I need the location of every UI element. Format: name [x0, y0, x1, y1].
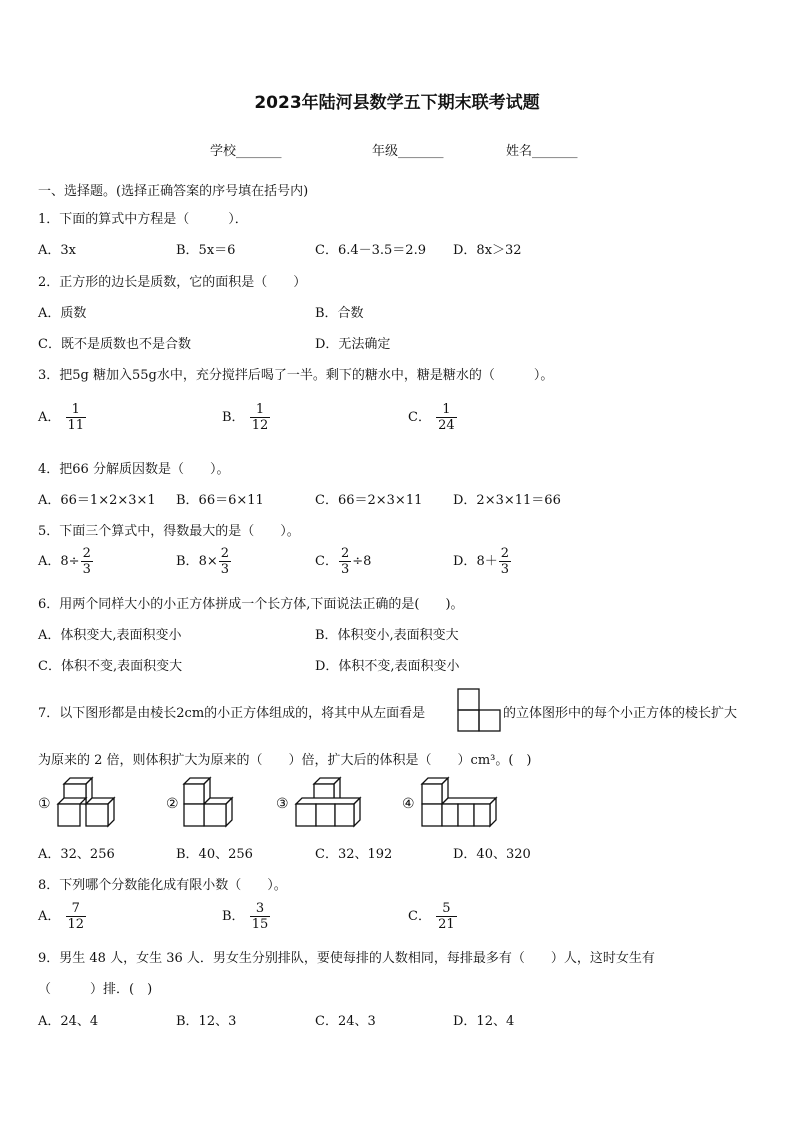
cube-figure-3: [294, 774, 364, 830]
figure-2-label: ②: [166, 796, 179, 812]
q3-option-a: [38, 402, 87, 433]
fraction: $\frac{2}{3}$: [82, 546, 91, 577]
question-9-line2: （ ）排．( ): [38, 982, 153, 997]
question-9: 9．男生 48 人，女生 36 人．男女生分别排队，要使每排的人数相同，每排最多有（ ）人，这时女生有: [38, 951, 655, 966]
q5-option-b: B．8× $\frac{2}{3}$: [176, 546, 230, 577]
q1-option-c: C．6.4－3.5＝2.9: [315, 243, 426, 258]
q7-option-a: A．32、256: [38, 847, 115, 862]
q2-option-c: C．既不是质数也不是合数: [38, 337, 191, 352]
q9-option-c: C．24、3: [315, 1014, 376, 1029]
q9-option-d: D．12、4: [453, 1014, 515, 1029]
question-3: 3．把5g 糖加入55g水中，充分搅拌后喝了一半。剩下的糖水中，糖是糖水的（ ）。: [38, 368, 554, 383]
question-1: 1．下面的算式中方程是（ ）．: [38, 212, 248, 227]
q5-option-c: C． $\frac{2}{3}$ ÷8: [315, 546, 372, 577]
fraction: $\frac{7}{12}$: [67, 901, 85, 932]
q3-option-c: [408, 402, 458, 433]
fraction: $\frac{2}{3}$: [500, 546, 509, 577]
fraction: $\frac{3}{15}$: [251, 901, 269, 932]
q4-option-c: C．66＝2×3×11: [315, 493, 423, 508]
fraction: $\frac{5}{21}$: [438, 901, 455, 932]
q2-option-a: A．质数: [38, 306, 87, 321]
fraction: $\frac{1}{12}$: [251, 402, 269, 433]
figure-3-label: ③: [276, 796, 289, 812]
page-title: 2023年陆河县数学五下期末联考试题: [254, 93, 540, 113]
q8-option-c: C． $\frac{5}{21}$: [408, 901, 455, 932]
q1-option-a: A．3x: [38, 243, 76, 258]
q9-option-a: A．24、4: [38, 1014, 99, 1029]
q4-option-a: A．66＝1×2×3×1: [38, 493, 156, 508]
q8-option-a: A． $\frac{7}{12}$: [38, 901, 85, 932]
grade-field: 年级_______: [372, 144, 444, 159]
name-field: 姓名_______: [506, 144, 578, 159]
question-5: 5．下面三个算式中，得数最大的是（ ）。: [38, 524, 300, 539]
q6-option-d: D．体积不变,表面积变小: [315, 659, 460, 674]
fraction: $\frac{2}{3}$: [220, 546, 230, 577]
q6-option-b: B．体积变小,表面积变大: [315, 628, 459, 643]
question-7-line2: 为原来的 2 倍，则体积扩大为原来的（ ）倍，扩大后的体积是（ ）cm³。( ): [38, 753, 532, 768]
q6-option-a: A．体积变大,表面积变小: [38, 628, 182, 643]
q4-option-b: B．66＝6×11: [176, 493, 264, 508]
figure-1-label: ①: [38, 796, 51, 812]
question-7: 7．以下图形都是由棱长2cm的小正方体组成的，将其中从左面看是: [38, 706, 426, 721]
fraction: $\frac{2}{3}$: [340, 546, 350, 577]
q9-option-b: B．12、3: [176, 1014, 237, 1029]
q7-option-d: D．40、320: [453, 847, 531, 862]
option-label: A．: [38, 410, 61, 425]
question-7-cont: 的立体图形中的每个小正方体的棱长扩大: [503, 706, 738, 721]
q2-option-b: B．合数: [315, 306, 364, 321]
left-view-figure: [457, 688, 501, 732]
figure-4-label: ④: [402, 796, 415, 812]
question-2: 2．正方形的边长是质数，它的面积是（ ）: [38, 275, 307, 290]
cube-figure-4: [420, 774, 500, 830]
q7-option-b: B．40、256: [176, 847, 253, 862]
q5-option-a: A．8÷ $\frac{2}{3}$: [38, 546, 91, 577]
question-4: 4．把66 分解质因数是（ ）。: [38, 462, 230, 477]
section-heading: 一、选择题。(选择正确答案的序号填在括号内): [38, 184, 309, 199]
q1-option-d: D．8x＞32: [453, 243, 522, 258]
q2-option-d: D．无法确定: [315, 337, 391, 352]
q6-option-c: C．体积不变,表面积变大: [38, 659, 183, 674]
q7-option-c: C．32、192: [315, 847, 393, 862]
cube-figure-2: [182, 774, 238, 830]
q1-option-b: B．5x＝6: [176, 243, 236, 258]
fraction: $\frac{1}{11}$: [67, 402, 85, 433]
cube-figure-1: [56, 774, 116, 834]
question-6: 6．用两个同样大小的小正方体拼成一个长方体,下面说法正确的是( )。: [38, 597, 464, 612]
option-label: B．: [222, 410, 245, 425]
school-field: 学校_______: [210, 144, 282, 159]
q4-option-d: D．2×3×11＝66: [453, 493, 561, 508]
q8-option-b: B． $\frac{3}{15}$: [222, 901, 269, 932]
q3-option-b: [222, 402, 271, 433]
option-label: C．: [408, 410, 431, 425]
question-8: 8．下列哪个分数能化成有限小数（ ）。: [38, 878, 287, 893]
fraction: $\frac{1}{24}$: [438, 402, 455, 433]
q5-option-d: D．8＋ $\frac{2}{3}$: [453, 546, 509, 577]
